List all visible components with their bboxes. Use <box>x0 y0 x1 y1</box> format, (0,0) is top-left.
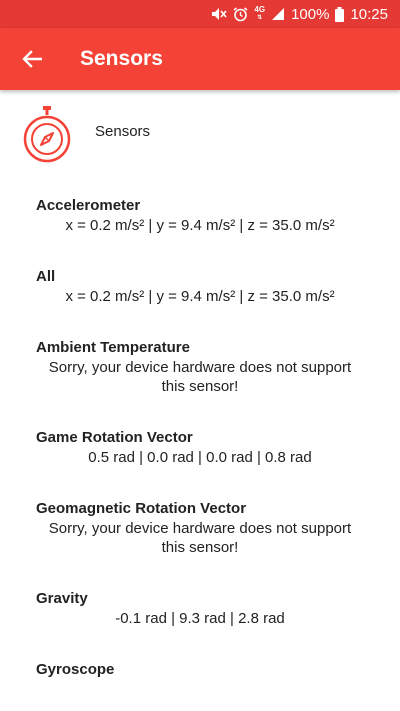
sensor-name: Accelerometer <box>36 197 141 214</box>
sensor-value: Sorry, your device hardware does not support this sensor! <box>48 359 352 395</box>
sensor-item-gyroscope[interactable] <box>0 660 400 680</box>
alarm-icon <box>233 7 248 22</box>
status-bar <box>0 0 400 28</box>
battery-icon <box>335 7 344 22</box>
sensor-list[interactable] <box>0 90 400 711</box>
sensor-name: Gravity <box>36 590 88 607</box>
sensor-item-all[interactable] <box>0 267 400 306</box>
sensor-value: -0.1 rad | 9.3 rad | 2.8 rad <box>115 610 285 627</box>
sensor-value: x = 0.2 m/s² | y = 9.4 m/s² | z = 35.0 m/s² <box>65 217 335 234</box>
battery-percent: 100% <box>291 5 330 23</box>
sensor-value: Sorry, your device hardware does not support this sensor! <box>48 520 352 556</box>
signal-icon <box>271 7 285 21</box>
sensor-name: Gyroscope <box>36 661 115 678</box>
sensor-value: 0.5 rad | 0.0 rad | 0.0 rad | 0.8 rad <box>88 449 312 466</box>
sensor-name: Game Rotation Vector <box>36 429 193 446</box>
clock: 10:25 <box>350 5 388 23</box>
sensor-value: x = 0.2 m/s² | y = 9.4 m/s² | z = 35.0 m/s² <box>65 288 335 305</box>
sensor-name: All <box>36 268 56 285</box>
page-title: Sensors <box>80 47 163 70</box>
sensor-name: Ambient Temperature <box>36 339 190 356</box>
sensor-item-accelerometer[interactable] <box>0 196 400 235</box>
sensor-item-game-rotation-vector[interactable] <box>0 428 400 467</box>
mute-icon <box>211 7 227 21</box>
network-type: 4G ⇅ <box>254 5 266 21</box>
sensors-header <box>0 90 400 166</box>
sensor-item-gravity[interactable] <box>0 589 400 628</box>
arrow-back-icon <box>22 50 42 68</box>
sensor-item-geomagnetic-rotation-vector[interactable] <box>0 499 400 557</box>
sensor-name: Geomagnetic Rotation Vector <box>36 500 247 517</box>
back-button[interactable] <box>0 28 64 90</box>
sensor-item-ambient-temperature[interactable] <box>0 338 400 396</box>
app-bar <box>0 28 400 90</box>
compass-icon <box>20 104 74 166</box>
header-label: Sensors <box>95 122 151 140</box>
